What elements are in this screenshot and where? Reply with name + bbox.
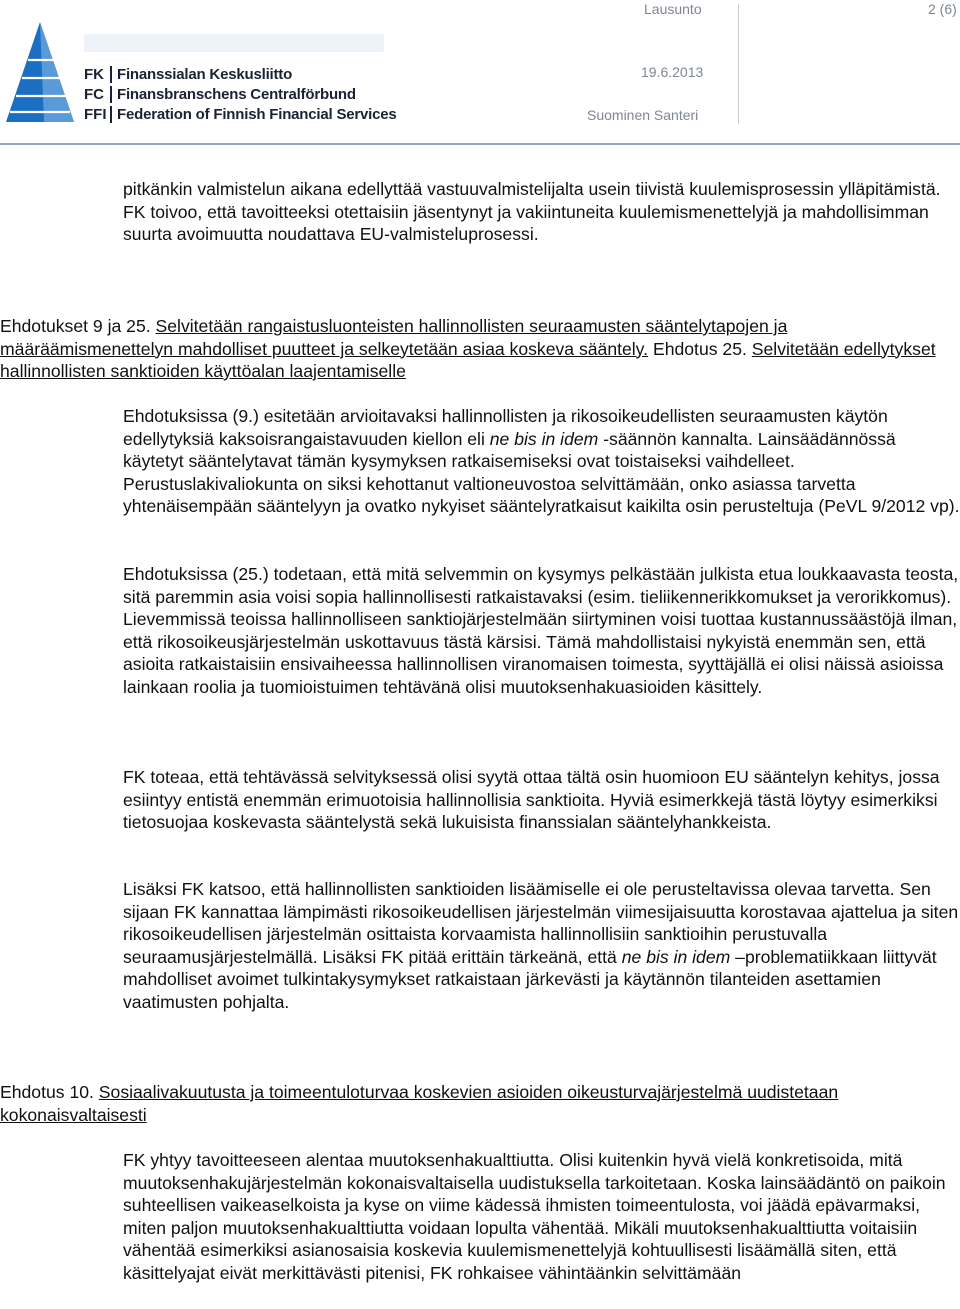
section-heading-proposal-10 (0, 1081, 960, 1126)
organization-logo (0, 18, 400, 134)
latin-term: ne bis in idem (621, 946, 731, 967)
heading-title: Sosiaalivakuutusta ja toimeentuloturvaa koskevien asioiden oikeusturvajärjestelmä uudistetaan kokonaisvaltaisesti (0, 1082, 839, 1125)
heading-number: Ehdotukset 9 ja 25. (0, 316, 156, 336)
document-date: 19.6.2013 (641, 64, 704, 80)
org-name: Finanssialan Keskusliitto (110, 66, 292, 83)
paragraph-appeals (123, 1149, 960, 1284)
organization-names (84, 66, 397, 126)
heading-title: Selvitetään edellytykset hallinnollisten sanktioiden käyttöalan laajentamiselle (0, 338, 936, 381)
document-author: Suominen Santeri (587, 107, 699, 123)
heading-title: Selvitetään rangaistusluonteisten hallinnollisten seuraamusten sääntelytapojen ja määräämismenettelyn mahdolliset puutteet ja selkeytetään asiaa koskeva sääntely. (0, 316, 788, 359)
paragraph-text: Ehdotuksissa (9.) esitetään arvioitavaksi hallinnollisten ja rikosoikeudellisten seuraamusten käytön edellytyksiä kaksoisrangaistavuuden kiellon eli (123, 406, 888, 449)
page-number: 2 (6) (928, 1, 957, 17)
paragraph-text: –problematiikkaan liittyvät mahdolliset avoimet tulkintakysymykset ratkaistaan järkevästi ja käytännön tilanteiden asettamien vaatimusten pohjalta. (123, 946, 937, 1012)
paragraph-text: Lisäksi FK katsoo, että hallinnollisten sanktioiden lisäämiselle ei ole perusteltavissa olevaa tarvetta. Sen sijaan FK kannattaa lämpimästi rikosoikeudellisen järjestelmän viimesijaisuutta korostavaa ajattelua ja siten rikosoikeudellisen järjestelmän osittaista korvaamista hallinnollisiin sanktioihin perustuvalla seuraamusjärjestelmällä. Lisäksi FK pitää erittäin tärkeänä, että (123, 879, 959, 967)
paragraph-text: pitkänkin valmistelun aikana edellyttää vastuuvalmistelijalta usein tiivistä kuulemisprosessin ylläpitämistä. FK toivoo, että tavoitteeksi otettaisiin jäsentynyt ja vakiintuneita kuulemismenettelyjä ja mahdollisimman suurta avoimuutta noudattava EU-valmisteluprosessi. (123, 179, 941, 244)
paragraph-text: -säännön kannalta. Lainsäädännössä käytetyt sääntelytavat tämän kysymyksen ratkaisemiseksi ovat toistaiseksi vaihdelleet. Perustuslakivaliokunta on siksi kehottanut valtioneuvostoa selvittämään, onko asiassa tarvetta yhtenäisempään sääntelyyn ja ovatko nykyiset sääntelyratkaisut kaikilta osin perusteltuja (PeVL 9/2012 vp). (123, 428, 960, 516)
heading-number: Ehdotus 10. (0, 1082, 99, 1102)
org-name: Finansbranschens Centralförbund (110, 86, 356, 103)
org-line-ffi (84, 106, 397, 126)
section-heading-proposals-9-25 (0, 315, 960, 383)
paragraph-text: FK yhtyy tavoitteeseen alentaa muutoksenhakualttiutta. Olisi kuitenkin hyvä vielä konkretisoida, mitä muutoksenhakujärjestelmän kokonaisvaltaisella uudistuksella tarkoitetaan. Koska lainsäädäntö on paikoin suhteellisen vaikeaselkoista ja kyse on viime kädessä ihmisten toimeentulosta, voi jäädä epävarmaksi, miten paljon muutoksenhakualttiutta voidaan lopulta vähentää. Mikäli muutoksenhakualttiutta voitaisiin vähentää esimerkiksi asianosaisia koskevia kuulemismenettelyjä kohtuullisesti lisäämällä siten, että käsittelyajat eivät merkittävästi pitenisi, FK rohkaisee vähintäänkin selvittämään (123, 1150, 946, 1283)
paragraph-fk-view (123, 878, 960, 1013)
paragraph-eu-regulation (123, 766, 960, 834)
header-rule (0, 143, 960, 145)
org-abbr: FFI (84, 106, 107, 123)
paragraph-proposal-25 (123, 563, 960, 698)
page-header (0, 0, 960, 140)
org-abbr: FC (84, 86, 104, 103)
paragraph-text: FK toteaa, että tehtävässä selvityksessä olisi syytä ottaa tältä osin huomioon EU sääntelyn kehitys, jossa esiintyy entistä enemmän erimuotoisia hallinnollisia sanktioita. Hyviä esimerkkejä tästä löytyy esimerkiksi tietosuojaa koskevasta sääntelystä sekä lukuisista finanssialan sääntelyhankkeista. (123, 767, 940, 832)
paragraph-proposal-9 (123, 405, 960, 518)
org-line-fc (84, 86, 397, 106)
org-line-fk (84, 66, 397, 86)
latin-term: ne bis in idem (489, 428, 599, 449)
document-type: Lausunto (644, 1, 702, 17)
header-divider (738, 4, 739, 124)
paragraph-text: Ehdotuksissa (25.) todetaan, että mitä selvemmin on kysymys pelkästään julkista etua loukkaavasta teosta, sitä paremmin asia voisi sopia hallinnollisesti ratkaistavaksi (esim. tieliikennerikkomukset ja verorikkomus). Lievemmissä teoissa hallinnolliseen sanktiojärjestelmään siirtyminen voisi tuottaa kustannussäästöjä ilman, että rikosoikeusjärjestelmän uskottavuus tästä kärsisi. Tämä mahdollistaisi nykyistä enemmän sen, että asioita ratkaistaisiin ensivaiheessa hallinnollisen viranomaisen toimesta, syyttäjällä ei olisi näissä asioissa lainkaan roolia ja tuomioistuimen tehtävänä olisi muutoksenhakuasioiden käsittely. (123, 564, 959, 697)
heading-number: Ehdotus 25. (648, 338, 752, 359)
org-abbr: FK (84, 66, 104, 83)
org-name: Federation of Finnish Financial Services (110, 106, 397, 123)
paragraph-consultation (123, 178, 960, 246)
